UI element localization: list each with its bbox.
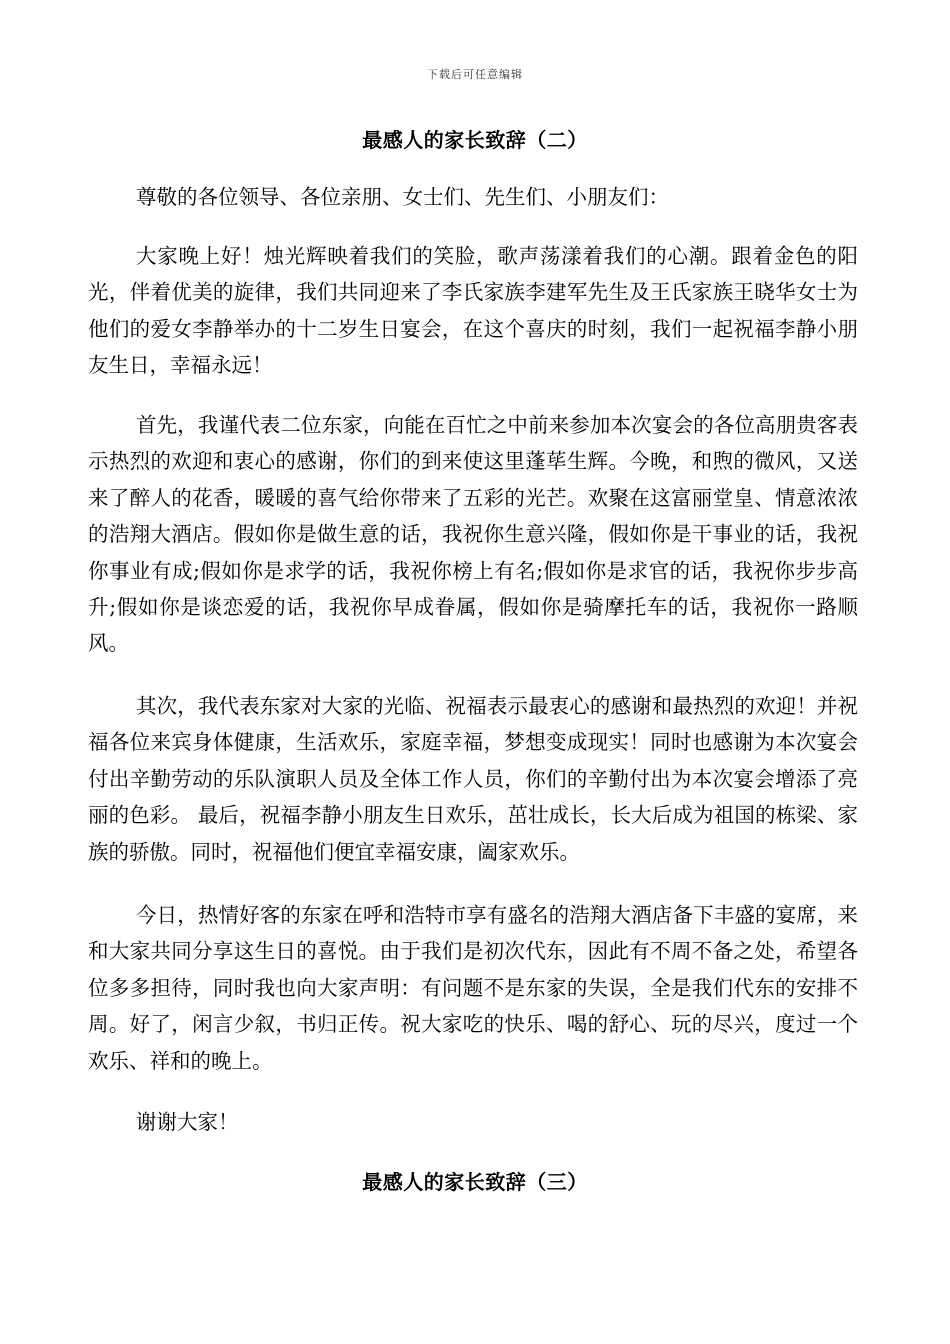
body-paragraph-1: 大家晚上好！烛光辉映着我们的笑脸，歌声荡漾着我们的心潮。跟着金色的阳光，伴着优美的旋律，我们共同迎来了李氏家族李建军先生及王氏家族王晓华女士为他们的爱女李静举办的十二岁生日宴会，在这个喜庆的时刻，我们一起祝福李静小朋友生日，幸福永远！ bbox=[88, 244, 858, 378]
next-section-title: 最感人的家长致辞（三） bbox=[362, 1170, 588, 1194]
document-title: 最感人的家长致辞（二） bbox=[362, 128, 588, 152]
header-note: 下载后可任意编辑 bbox=[427, 68, 523, 81]
body-paragraph-3: 其次，我代表东家对大家的光临、祝福表示最衷心的感谢和最热烈的欢迎！并祝福各位来宾身体健康，生活欢乐，家庭幸福，梦想变成现实！同时也感谢为本次宴会付出辛勤劳动的乐队演职人员及全体工作人员，你们的辛勤付出为本次宴会增添了亮丽的色彩。 最后，祝福李静小朋友生日欢乐，茁壮成长，长大后成为祖国的栋梁、家族的骄傲。同时，祝福他们便宜幸福安康，阖家欢乐。 bbox=[88, 694, 858, 864]
thanks-line: 谢谢大家！ bbox=[136, 1110, 239, 1134]
body-paragraph-4: 今日，热情好客的东家在呼和浩特市享有盛名的浩翔大酒店备下丰盛的宴席，来和大家共同分享这生日的喜悦。由于我们是初次代东，因此有不周不备之处，希望各位多多担待，同时我也向大家声明：有问题不是东家的失误，全是我们代东的安排不周。好了，闲言少叙，书归正传。祝大家吃的快乐、喝的舒心、玩的尽兴，度过一个欢乐、祥和的晚上。 bbox=[88, 903, 858, 1073]
body-paragraph-2: 首先，我谨代表二位东家，向能在百忙之中前来参加本次宴会的各位高朋贵客表示热烈的欢迎和衷心的感谢，你们的到来使这里蓬荜生辉。今晚，和煦的微风，又送来了醉人的花香，暖暖的喜气给你带来了五彩的光芒。欢聚在这富丽堂皇、情意浓浓的浩翔大酒店。假如你是做生意的话，我祝你生意兴隆，假如你是干事业的话，我祝你事业有成;假如你是求学的话，我祝你榜上有名;假如你是求官的话，我祝你步步高升;假如你是谈恋爱的话，我祝你早成眷属，假如你是骑摩托车的话，我祝你一路顺风。 bbox=[88, 413, 858, 656]
salutation-paragraph: 尊敬的各位领导、各位亲朋、女士们、先生们、小朋友们： bbox=[136, 185, 669, 209]
